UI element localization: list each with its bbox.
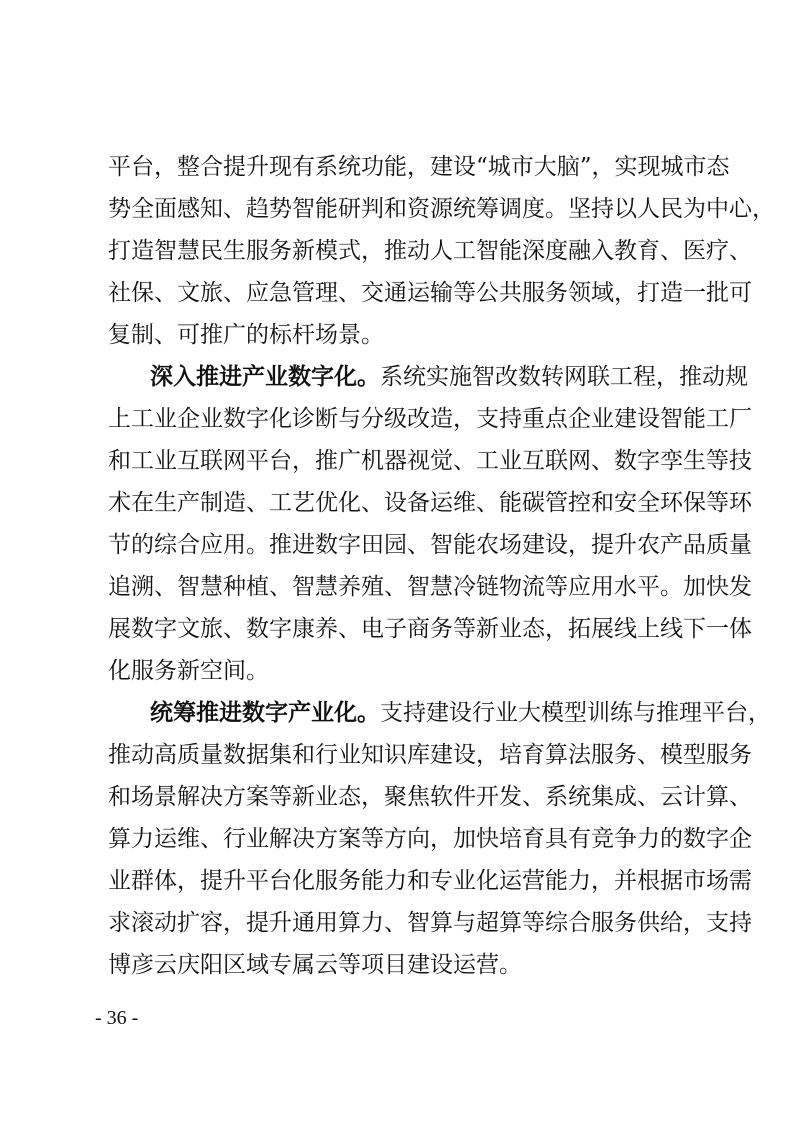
body-text-line: 业群体，提升平台化服务能力和专业化运营能力，并根据市场需 bbox=[108, 868, 752, 894]
paragraph-first-line bbox=[150, 357, 748, 397]
body-text-line: 博彦云庆阳区域专属云等项目建设运营。 bbox=[108, 952, 522, 978]
body-text-line: 展数字文旅、数字康养、电子商务等新业态，拓展线上线下一体 bbox=[108, 616, 752, 642]
body-text-span: 系统实施智改数转网联工程，推动规 bbox=[380, 364, 748, 390]
section-lead-heading: 深入推进产业数字化。 bbox=[150, 364, 380, 390]
page-number: - 36 - bbox=[95, 1007, 139, 1029]
body-text-line: 打造智慧民生服务新模式，推动人工智能深度融入教育、医疗、 bbox=[108, 238, 752, 264]
body-text-line: 势全面感知、趋势智能研判和资源统筹调度。坚持以人民为中心， bbox=[108, 196, 775, 222]
body-text-line: 平台，整合提升现有系统功能，建设“城市大脑”，实现城市态 bbox=[108, 154, 730, 180]
body-text-line: 追溯、智慧种植、智慧养殖、智慧冷链物流等应用水平。加快发 bbox=[108, 574, 752, 600]
body-text-line: 社保、文旅、应急管理、交通运输等公共服务领域，打造一批可 bbox=[108, 280, 752, 306]
body-text-line: 复制、可推广的标杆场景。 bbox=[108, 322, 384, 348]
body-text-line: 术在生产制造、工艺优化、设备运维、能碳管控和安全环保等环 bbox=[108, 490, 752, 516]
body-text-line: 和工业互联网平台，推广机器视觉、工业互联网、数字孪生等技 bbox=[108, 448, 752, 474]
body-text-line: 节的综合应用。推进数字田园、智能农场建设，提升农产品质量 bbox=[108, 532, 752, 558]
body-text-line: 算力运维、行业解决方案等方向，加快培育具有竞争力的数字企 bbox=[108, 826, 752, 852]
body-text-span: 支持建设行业大模型训练与推理平台， bbox=[380, 700, 771, 726]
section-lead-heading: 统筹推进数字产业化。 bbox=[150, 700, 380, 726]
paragraph-first-line bbox=[150, 693, 771, 733]
body-text-line: 推动高质量数据集和行业知识库建设，培育算法服务、模型服务 bbox=[108, 742, 752, 768]
body-text-line: 上工业企业数字化诊断与分级改造，支持重点企业建设智能工厂 bbox=[108, 406, 752, 432]
body-text-line: 求滚动扩容，提升通用算力、智算与超算等综合服务供给，支持 bbox=[108, 910, 752, 936]
body-text-line: 化服务新空间。 bbox=[108, 658, 269, 684]
body-text-line: 和场景解决方案等新业态，聚焦软件开发、系统集成、云计算、 bbox=[108, 784, 752, 810]
